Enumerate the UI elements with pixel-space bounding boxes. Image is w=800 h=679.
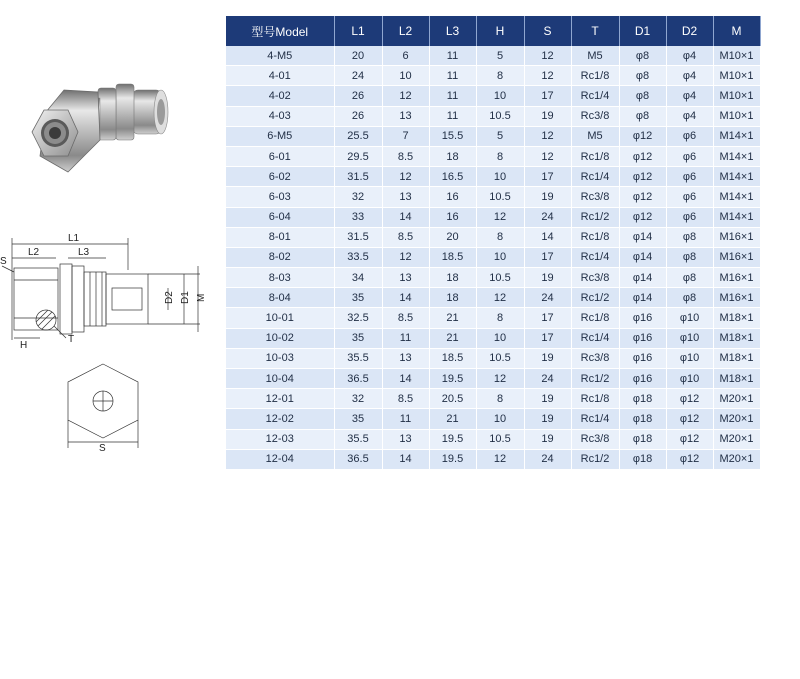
table-cell: M5: [571, 126, 619, 146]
table-cell: 10.5: [476, 429, 524, 449]
label-d2: D2: [164, 291, 175, 304]
table-cell: 12: [524, 146, 571, 166]
spec-table: [226, 16, 761, 470]
table-cell: 17: [524, 86, 571, 106]
table-cell: 13: [382, 187, 429, 207]
label-h: H: [20, 340, 28, 350]
table-cell: 10: [476, 247, 524, 267]
table-cell: 4-M5: [226, 46, 334, 66]
hex-end-view: [60, 362, 150, 452]
table-cell: φ4: [666, 66, 713, 86]
table-cell: 19: [524, 348, 571, 368]
table-cell: 7: [382, 126, 429, 146]
table-cell: Rc1/8: [571, 227, 619, 247]
table-cell: M20×1: [713, 449, 760, 469]
hex-label-s: S: [99, 443, 106, 452]
table-row: [226, 409, 760, 429]
table-cell: φ14: [619, 288, 666, 308]
table-cell: 10.5: [476, 268, 524, 288]
table-cell: φ6: [666, 146, 713, 166]
table-cell: 12: [476, 288, 524, 308]
table-cell: 14: [382, 207, 429, 227]
table-cell: M14×1: [713, 146, 760, 166]
table-cell: 21: [429, 308, 476, 328]
table-cell: φ8: [666, 288, 713, 308]
table-cell: 12: [524, 46, 571, 66]
table-cell: 19: [524, 429, 571, 449]
table-cell: M18×1: [713, 369, 760, 389]
table-cell: 11: [429, 106, 476, 126]
table-cell: 12: [524, 126, 571, 146]
table-cell: 8: [476, 308, 524, 328]
table-cell: 26: [334, 86, 382, 106]
table-cell: φ8: [619, 66, 666, 86]
label-l3: L3: [78, 247, 90, 258]
table-cell: φ8: [619, 86, 666, 106]
column-header: H: [476, 16, 524, 46]
table-cell: φ8: [666, 268, 713, 288]
table-cell: M16×1: [713, 288, 760, 308]
column-header: M: [713, 16, 760, 46]
table-cell: φ4: [666, 46, 713, 66]
table-cell: 8.5: [382, 389, 429, 409]
table-cell: 19.5: [429, 429, 476, 449]
table-cell: 10: [476, 86, 524, 106]
table-cell: 18.5: [429, 247, 476, 267]
table-cell: 11: [429, 66, 476, 86]
table-cell: 10: [476, 409, 524, 429]
table-cell: φ4: [666, 106, 713, 126]
table-cell: 17: [524, 308, 571, 328]
table-row: [226, 308, 760, 328]
label-t: T: [68, 334, 75, 345]
table-cell: Rc1/8: [571, 66, 619, 86]
table-row: [226, 167, 760, 187]
table-row: [226, 227, 760, 247]
table-cell: φ10: [666, 348, 713, 368]
table-cell: 8-04: [226, 288, 334, 308]
table-cell: φ16: [619, 328, 666, 348]
table-cell: 13: [382, 106, 429, 126]
table-cell: 18: [429, 288, 476, 308]
table-row: [226, 389, 760, 409]
table-cell: 14: [382, 449, 429, 469]
table-cell: 18.5: [429, 348, 476, 368]
table-cell: M18×1: [713, 328, 760, 348]
table-cell: M18×1: [713, 308, 760, 328]
table-row: [226, 86, 760, 106]
table-cell: 12: [476, 207, 524, 227]
table-cell: 19: [524, 187, 571, 207]
table-cell: Rc1/8: [571, 389, 619, 409]
table-cell: φ12: [666, 449, 713, 469]
table-cell: 35: [334, 328, 382, 348]
table-cell: 12-02: [226, 409, 334, 429]
table-cell: 12: [382, 86, 429, 106]
table-cell: 8.5: [382, 227, 429, 247]
table-cell: φ12: [619, 207, 666, 227]
table-cell: 25.5: [334, 126, 382, 146]
table-cell: M16×1: [713, 227, 760, 247]
table-cell: φ18: [619, 429, 666, 449]
table-cell: 6-M5: [226, 126, 334, 146]
table-cell: φ14: [619, 247, 666, 267]
table-cell: 24: [524, 207, 571, 227]
table-cell: 8: [476, 389, 524, 409]
table-cell: 19.5: [429, 449, 476, 469]
table-cell: φ18: [619, 389, 666, 409]
table-cell: 20: [429, 227, 476, 247]
table-cell: 6-04: [226, 207, 334, 227]
label-d1: D1: [180, 291, 191, 304]
table-cell: 14: [382, 288, 429, 308]
table-cell: 16: [429, 187, 476, 207]
table-cell: 8-03: [226, 268, 334, 288]
table-cell: 32.5: [334, 308, 382, 328]
dimension-drawing: [0, 230, 215, 350]
table-cell: Rc1/4: [571, 409, 619, 429]
table-cell: φ12: [619, 146, 666, 166]
table-cell: Rc1/8: [571, 308, 619, 328]
table-cell: 35: [334, 288, 382, 308]
table-cell: 12-04: [226, 449, 334, 469]
table-cell: Rc1/4: [571, 167, 619, 187]
table-cell: 5: [476, 46, 524, 66]
table-cell: φ6: [666, 126, 713, 146]
product-photo: [28, 72, 178, 202]
table-cell: M20×1: [713, 409, 760, 429]
table-cell: Rc3/8: [571, 429, 619, 449]
table-cell: φ14: [619, 268, 666, 288]
table-cell: 26: [334, 106, 382, 126]
table-cell: 8.5: [382, 146, 429, 166]
table-cell: φ8: [666, 247, 713, 267]
table-cell: 29.5: [334, 146, 382, 166]
table-cell: M10×1: [713, 46, 760, 66]
table-cell: Rc3/8: [571, 348, 619, 368]
table-row: [226, 268, 760, 288]
table-cell: 24: [524, 369, 571, 389]
table-cell: 35.5: [334, 429, 382, 449]
table-cell: φ12: [619, 187, 666, 207]
table-cell: M5: [571, 46, 619, 66]
table-cell: φ12: [666, 429, 713, 449]
table-cell: φ8: [666, 227, 713, 247]
table-cell: 10: [476, 328, 524, 348]
table-cell: 6-02: [226, 167, 334, 187]
table-cell: 6: [382, 46, 429, 66]
table-row: [226, 369, 760, 389]
table-row: [226, 207, 760, 227]
table-cell: 21: [429, 409, 476, 429]
label-l2: L2: [28, 247, 40, 258]
table-cell: φ10: [666, 328, 713, 348]
table-cell: 10.5: [476, 187, 524, 207]
table-cell: 11: [429, 86, 476, 106]
label-m: M: [196, 293, 207, 302]
table-cell: 24: [334, 66, 382, 86]
table-row: [226, 146, 760, 166]
table-cell: φ18: [619, 449, 666, 469]
table-row: [226, 66, 760, 86]
table-cell: Rc3/8: [571, 106, 619, 126]
column-header: 型号Model: [226, 16, 334, 46]
table-cell: 12: [382, 247, 429, 267]
table-cell: φ12: [619, 167, 666, 187]
table-cell: φ12: [666, 389, 713, 409]
table-cell: 13: [382, 268, 429, 288]
table-cell: 14: [382, 369, 429, 389]
table-cell: 24: [524, 288, 571, 308]
table-row: [226, 126, 760, 146]
table-row: [226, 429, 760, 449]
table-cell: M20×1: [713, 389, 760, 409]
table-cell: 10-04: [226, 369, 334, 389]
table-cell: Rc1/4: [571, 86, 619, 106]
table-cell: Rc1/2: [571, 207, 619, 227]
table-cell: 10-01: [226, 308, 334, 328]
table-cell: φ18: [619, 409, 666, 429]
table-cell: 12: [476, 449, 524, 469]
table-cell: 10-03: [226, 348, 334, 368]
table-cell: 12: [382, 167, 429, 187]
table-cell: M10×1: [713, 86, 760, 106]
column-header: S: [524, 16, 571, 46]
table-cell: φ12: [619, 126, 666, 146]
table-cell: 36.5: [334, 449, 382, 469]
column-header: L1: [334, 16, 382, 46]
table-cell: φ6: [666, 167, 713, 187]
table-cell: φ16: [619, 348, 666, 368]
column-header: D2: [666, 16, 713, 46]
table-cell: Rc1/8: [571, 146, 619, 166]
table-cell: 19: [524, 389, 571, 409]
table-cell: Rc3/8: [571, 268, 619, 288]
table-cell: 8-01: [226, 227, 334, 247]
table-cell: 21: [429, 328, 476, 348]
table-cell: 8: [476, 146, 524, 166]
table-cell: M18×1: [713, 348, 760, 368]
table-cell: 31.5: [334, 227, 382, 247]
table-cell: 8.5: [382, 308, 429, 328]
table-cell: Rc1/4: [571, 247, 619, 267]
table-row: [226, 328, 760, 348]
table-cell: 17: [524, 167, 571, 187]
table-cell: 12: [476, 369, 524, 389]
table-cell: 20.5: [429, 389, 476, 409]
table-cell: 32: [334, 187, 382, 207]
column-header: T: [571, 16, 619, 46]
column-header: L2: [382, 16, 429, 46]
table-cell: 11: [382, 409, 429, 429]
table-row: [226, 288, 760, 308]
table-cell: M14×1: [713, 167, 760, 187]
table-cell: φ6: [666, 207, 713, 227]
table-cell: M10×1: [713, 66, 760, 86]
table-cell: M14×1: [713, 187, 760, 207]
table-cell: 13: [382, 429, 429, 449]
table-cell: 19: [524, 409, 571, 429]
table-cell: 20: [334, 46, 382, 66]
table-cell: 34: [334, 268, 382, 288]
table-cell: 12-03: [226, 429, 334, 449]
table-cell: 4-02: [226, 86, 334, 106]
table-cell: 13: [382, 348, 429, 368]
table-cell: M16×1: [713, 268, 760, 288]
table-cell: φ16: [619, 369, 666, 389]
table-cell: M14×1: [713, 126, 760, 146]
table-cell: 10-02: [226, 328, 334, 348]
table-cell: 31.5: [334, 167, 382, 187]
label-l1: L1: [68, 233, 80, 244]
column-header: D1: [619, 16, 666, 46]
table-cell: M14×1: [713, 207, 760, 227]
table-cell: 16.5: [429, 167, 476, 187]
table-cell: 4-03: [226, 106, 334, 126]
table-cell: 33: [334, 207, 382, 227]
table-row: [226, 348, 760, 368]
table-cell: 12-01: [226, 389, 334, 409]
table-cell: 33.5: [334, 247, 382, 267]
table-cell: Rc1/2: [571, 369, 619, 389]
table-cell: 6-03: [226, 187, 334, 207]
table-cell: 12: [524, 66, 571, 86]
table-row: [226, 46, 760, 66]
table-cell: 10: [476, 167, 524, 187]
table-row: [226, 106, 760, 126]
table-cell: 36.5: [334, 369, 382, 389]
table-cell: 11: [429, 46, 476, 66]
table-cell: 35.5: [334, 348, 382, 368]
table-cell: Rc1/2: [571, 449, 619, 469]
table-cell: 10: [382, 66, 429, 86]
table-cell: φ16: [619, 308, 666, 328]
table-cell: 19: [524, 106, 571, 126]
table-cell: φ6: [666, 187, 713, 207]
table-cell: 17: [524, 328, 571, 348]
table-cell: 10.5: [476, 348, 524, 368]
label-s: S: [0, 256, 7, 267]
table-cell: 11: [382, 328, 429, 348]
table-cell: φ14: [619, 227, 666, 247]
table-row: [226, 247, 760, 267]
table-cell: 10.5: [476, 106, 524, 126]
table-cell: Rc1/4: [571, 328, 619, 348]
table-cell: φ8: [619, 46, 666, 66]
table-cell: M16×1: [713, 247, 760, 267]
table-body: [226, 46, 760, 469]
table-cell: 15.5: [429, 126, 476, 146]
table-cell: 19.5: [429, 369, 476, 389]
table-cell: 18: [429, 268, 476, 288]
table-cell: φ10: [666, 308, 713, 328]
table-cell: 18: [429, 146, 476, 166]
table-cell: φ10: [666, 369, 713, 389]
table-cell: 8-02: [226, 247, 334, 267]
table-row: [226, 449, 760, 469]
table-cell: 19: [524, 268, 571, 288]
table-cell: M20×1: [713, 429, 760, 449]
table-cell: M10×1: [713, 106, 760, 126]
table-cell: 4-01: [226, 66, 334, 86]
table-cell: 6-01: [226, 146, 334, 166]
table-cell: φ4: [666, 86, 713, 106]
table-cell: 8: [476, 227, 524, 247]
table-cell: 8: [476, 66, 524, 86]
table-cell: Rc1/2: [571, 288, 619, 308]
table-cell: φ8: [619, 106, 666, 126]
table-header-row: [226, 16, 760, 46]
table-cell: φ12: [666, 409, 713, 429]
table-cell: 5: [476, 126, 524, 146]
table-cell: 35: [334, 409, 382, 429]
table-row: [226, 187, 760, 207]
column-header: L3: [429, 16, 476, 46]
table-cell: 16: [429, 207, 476, 227]
table-cell: Rc3/8: [571, 187, 619, 207]
table-cell: 14: [524, 227, 571, 247]
table-cell: 32: [334, 389, 382, 409]
table-cell: 17: [524, 247, 571, 267]
table-cell: 24: [524, 449, 571, 469]
